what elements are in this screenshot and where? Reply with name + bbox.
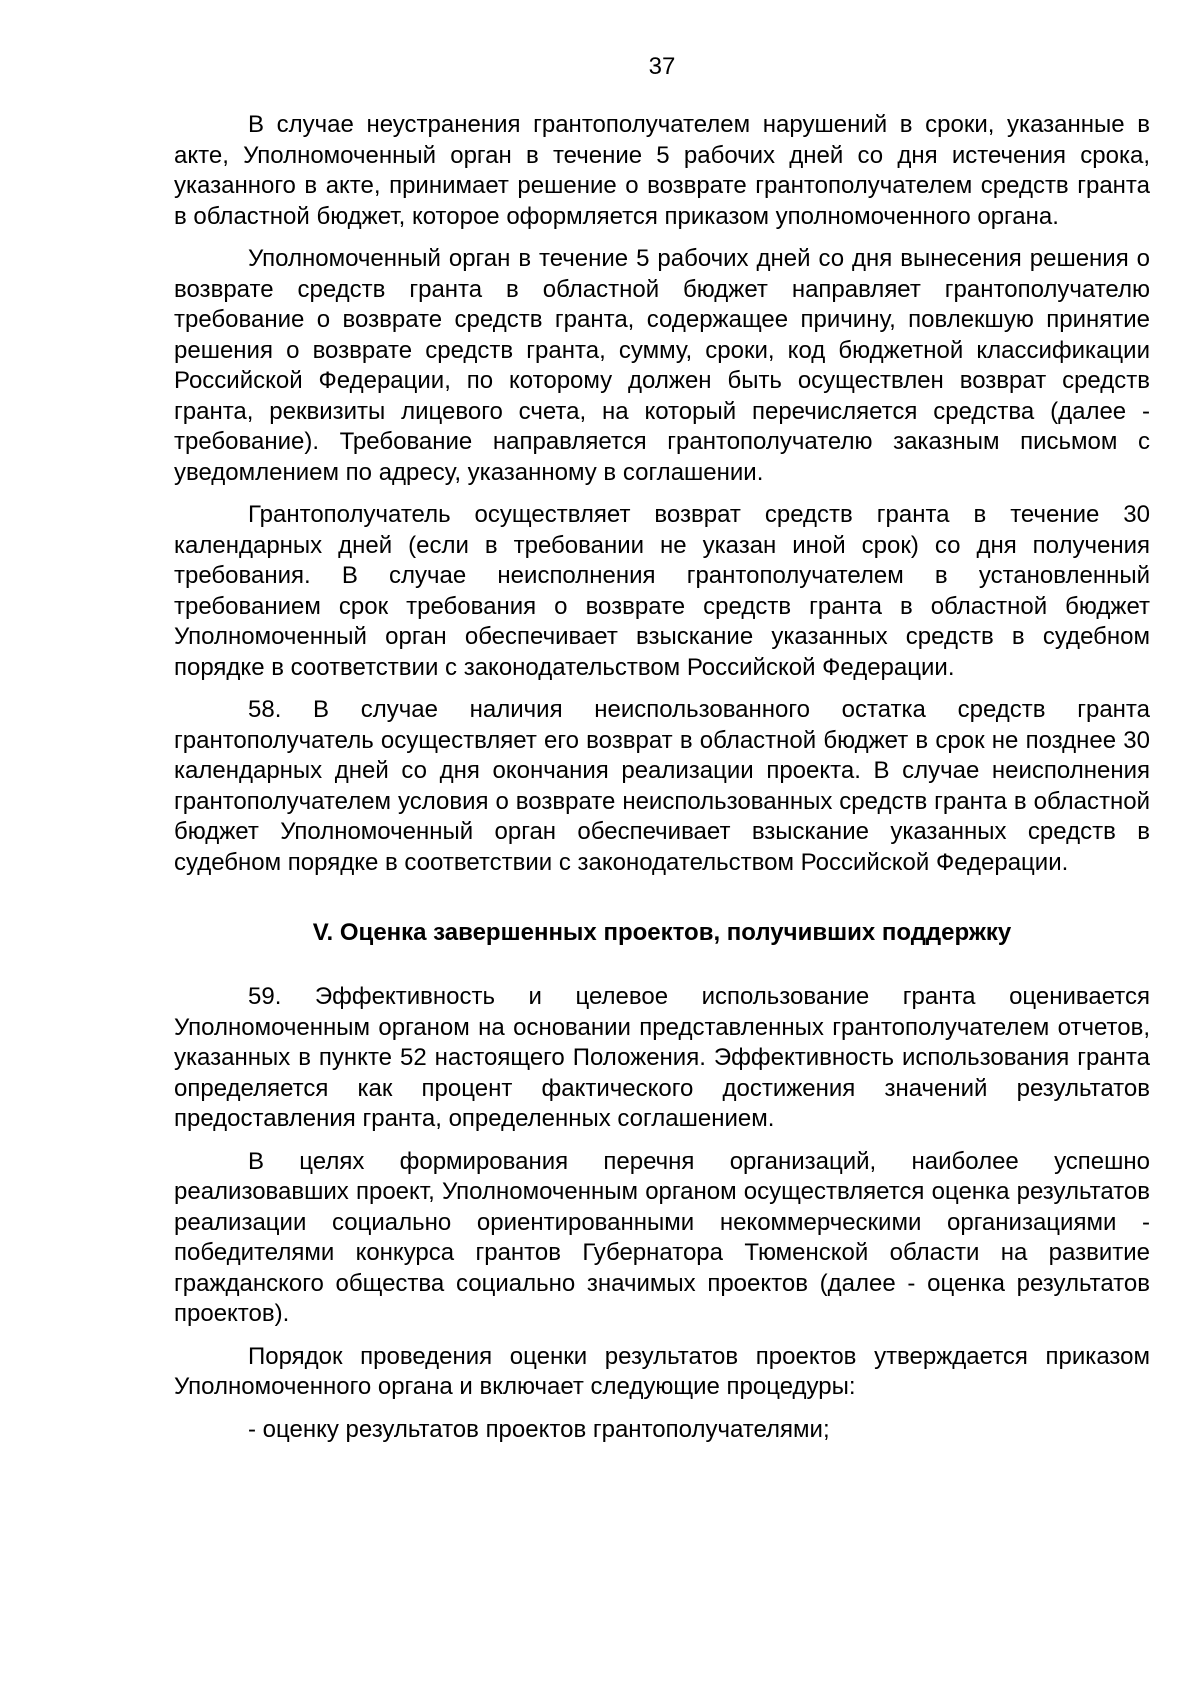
paragraph-evaluation-purpose: В целях формирования перечня организаций, наиболее успешно реализовавших проект, Уполномоченным органом осуществляется оценка результатов реализации социально ориентированными некоммерческими организациями - победителями конкурса грантов Губернатора Тюменской области на развитие гражданского общества социально значимых проектов (далее - оценка результатов проектов). (174, 1147, 1150, 1327)
list-item: - оценку результатов проектов грантополучателями; (248, 1415, 830, 1443)
paragraph-evaluation-procedure: Порядок проведения оценки результатов проектов утверждается приказом Уполномоченного органа и включает следующие процедуры: (174, 1342, 1150, 1400)
paragraph-refund-decision: В случае неустранения грантополучателем нарушений в сроки, указанные в акте, Уполномоченный орган в течение 5 рабочих дней со дня истечения срока, указанного в акте, принимает решение о возврате грантополучателем средств гранта в областной бюджет, которое оформляется приказом уполномоченного органа. (174, 111, 1150, 230)
paragraph-refund-term: Грантополучатель осуществляет возврат средств гранта в течение 30 календарных дней (если в требовании не указан иной срок) со дня получения требования. В случае неисполнения грантополучателем в установленный требованием срок требования о возврате средств гранта в областной бюджет Уполномоченный орган обеспечивает взыскание указанных средств в судебном порядке в соответствии с законодательством Российской Федерации. (174, 501, 1150, 681)
document-page (174, 52, 1150, 1672)
page-number: 37 (648, 53, 676, 80)
section-heading: V. Оценка завершенных проектов, получивших поддержку (312, 919, 1012, 946)
paragraph-item-59: 59. Эффективность и целевое использование гранта оценивается Уполномоченным органом на основании представленных грантополучателем отчетов, указанных в пункте 52 настоящего Положения. Эффективность использования гранта определяется как процент фактического достижения значений результатов предоставления гранта, определенных соглашением. (174, 983, 1150, 1132)
paragraph-refund-requirement: Уполномоченный орган в течение 5 рабочих дней со дня вынесения решения о возврате средств гранта в областной бюджет направляет грантополучателю требование о возврате средств гранта, содержащее причину, повлекшую принятие решения о возврате средств гранта, сумму, сроки, код бюджетной классификации Российской Федерации, по которому должен быть осуществлен возврат средств гранта, реквизиты лицевого счета, на который перечисляется средства (далее - требование). Требование направляется грантополучателю заказным письмом с уведомлением по адресу, указанному в соглашении. (174, 245, 1150, 486)
paragraph-item-58: 58. В случае наличия неиспользованного остатка средств гранта грантополучатель осуществляет его возврат в областной бюджет в срок не позднее 30 календарных дней со дня окончания реализации проекта. В случае неисполнения грантополучателем условия о возврате неиспользованных средств гранта в областной бюджет Уполномоченный орган обеспечивает взыскание указанных средств в судебном порядке в соответствии с законодательством Российской Федерации. (174, 696, 1150, 876)
